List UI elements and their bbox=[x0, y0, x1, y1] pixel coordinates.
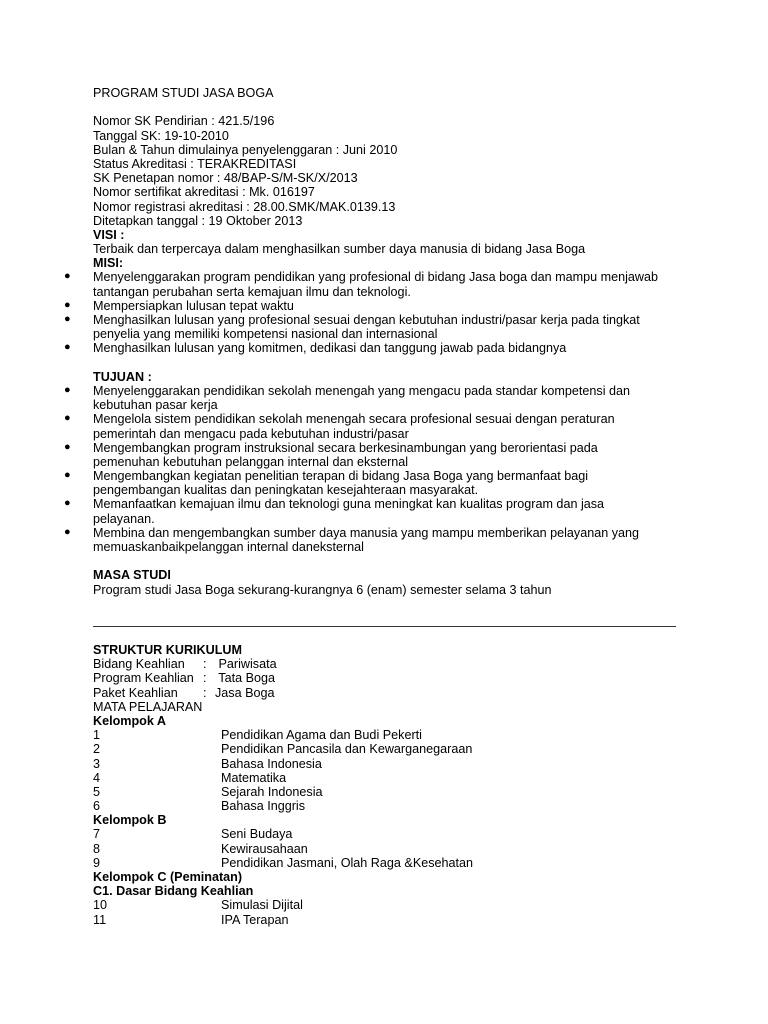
kelompok-c-heading: Kelompok C (Peminatan) bbox=[93, 870, 243, 884]
subject-row bbox=[93, 827, 693, 841]
bullet-icon: ● bbox=[64, 270, 71, 283]
list-item-text: Mempersiapkan lulusan tepat waktu bbox=[93, 298, 294, 313]
list-item-text: Membina dan mengembangkan sumber daya manusia yang mampu memberikan pelayanan yang bbox=[93, 525, 640, 540]
bullet-icon: ● bbox=[64, 525, 71, 538]
info-line: Nomor SK Pendirian : 421.5/196 bbox=[93, 114, 275, 129]
list-item-text: tantangan perubahan serta kemajuan ilmu dan teknologi. bbox=[93, 284, 411, 299]
subject-name: Matematika bbox=[221, 770, 287, 785]
field-value: Pariwisata bbox=[215, 657, 277, 672]
visi-heading: VISI : bbox=[93, 227, 125, 242]
field-separator: : bbox=[203, 657, 207, 672]
subject-name: IPA Terapan bbox=[221, 912, 289, 927]
subject-number: 4 bbox=[93, 770, 101, 785]
kelompok-a-heading: Kelompok A bbox=[93, 713, 167, 728]
misi-heading: MISI: bbox=[93, 256, 124, 271]
subject-name: Pendidikan Jasmani, Olah Raga &Kesehatan bbox=[221, 855, 474, 870]
list-item-text: kebutuhan pasar kerja bbox=[93, 398, 218, 413]
subject-number: 5 bbox=[93, 784, 101, 799]
list-item-text: Menghasilkan lulusan yang profesional sesuai dengan kebutuhan industri/pasar kerja pada tingkat bbox=[93, 313, 640, 327]
list-item bbox=[64, 497, 693, 526]
list-item-text: memuaskanbaikpelanggan internal daneksternal bbox=[93, 540, 364, 554]
subject-number: 1 bbox=[93, 728, 101, 743]
list-item-text: Menyelenggarakan program pendidikan yang profesional di bidang Jasa boga dan mampu menjawab bbox=[93, 270, 658, 285]
kurikulum-field bbox=[93, 671, 693, 685]
section-divider bbox=[93, 626, 676, 627]
kurikulum-heading: STRUKTUR KURIKULUM bbox=[93, 643, 243, 657]
masa-studi-text: Program studi Jasa Boga sekurang-kurangnya 6 (enam) semester selama 3 tahun bbox=[93, 582, 552, 597]
subject-number: 9 bbox=[93, 855, 101, 870]
info-line: Nomor registrasi akreditasi : 28.00.SMK/MAK.0139.13 bbox=[93, 199, 396, 214]
subject-row bbox=[93, 842, 693, 856]
subject-row bbox=[93, 785, 693, 799]
subject-row bbox=[93, 913, 693, 927]
bullet-icon: ● bbox=[64, 341, 71, 354]
field-label: Bidang Keahlian bbox=[93, 657, 185, 672]
field-separator: : bbox=[203, 685, 207, 700]
visi-text: Terbaik dan terpercaya dalam menghasilkan sumber daya manusia di bidang Jasa Boga bbox=[93, 242, 586, 257]
field-value: Jasa Boga bbox=[215, 685, 275, 700]
tujuan-list bbox=[64, 383, 693, 554]
document-title: PROGRAM STUDI JASA BOGA bbox=[93, 86, 274, 100]
subject-number: 8 bbox=[93, 841, 101, 856]
subject-name: Pendidikan Pancasila dan Kewarganegaraan bbox=[221, 742, 473, 757]
subject-number: 7 bbox=[93, 827, 101, 842]
masa-studi-heading: MASA STUDI bbox=[93, 568, 171, 583]
list-item-text: Menghasilkan lulusan yang komitmen, dedikasi dan tanggung jawab pada bidangnya bbox=[93, 341, 567, 356]
list-item bbox=[64, 383, 693, 413]
info-line: Ditetapkan tanggal : 19 Oktober 2013 bbox=[93, 213, 303, 228]
tujuan-heading: TUJUAN : bbox=[93, 369, 152, 384]
list-item-text: pemenuhan kebutuhan pelanggan internal dan eksternal bbox=[93, 454, 409, 469]
subject-name: Sejarah Indonesia bbox=[221, 784, 323, 799]
subject-row bbox=[93, 898, 693, 912]
list-item-text: Memanfaatkan kemajuan ilmu dan teknologi guna meningkat kan kualitas program dan jasa bbox=[93, 497, 605, 512]
field-separator: : bbox=[203, 671, 207, 686]
bullet-icon: ● bbox=[64, 412, 71, 425]
list-item bbox=[64, 469, 693, 498]
list-item bbox=[64, 440, 693, 469]
list-item-text: pemerintah dan mengacu pada kebutuhan industri/pasar bbox=[93, 426, 409, 441]
subject-name: Kewirausahaan bbox=[221, 841, 308, 856]
kurikulum-field bbox=[93, 657, 693, 671]
mata-pelajaran-label: MATA PELAJARAN bbox=[93, 699, 203, 714]
kurikulum-field bbox=[93, 686, 693, 700]
list-item bbox=[64, 270, 693, 299]
list-item-text: Mengembangkan program instruksional secara berkesinambungan yang berorientasi pada bbox=[93, 440, 598, 455]
kelompok-c-subheading: C1. Dasar Bidang Keahlian bbox=[93, 884, 254, 899]
info-line: Bulan & Tahun dimulainya penyelenggaran : Juni 2010 bbox=[93, 142, 398, 157]
subject-row bbox=[93, 728, 693, 742]
list-item bbox=[64, 313, 693, 342]
list-item bbox=[64, 341, 693, 356]
subject-name: Bahasa Inggris bbox=[221, 799, 306, 814]
subject-number: 3 bbox=[93, 756, 101, 771]
subject-number: 10 bbox=[93, 898, 108, 913]
bullet-icon: ● bbox=[64, 440, 71, 453]
list-item-text: penyelia yang memiliki kompetensi nasional dan internasional bbox=[93, 327, 438, 342]
list-item-text: Menyelenggarakan pendidikan sekolah menengah yang mengacu pada standar kompetensi dan bbox=[93, 383, 631, 398]
subject-name: Pendidikan Agama dan Budi Pekerti bbox=[221, 728, 422, 743]
subject-row bbox=[93, 799, 693, 813]
subject-row bbox=[93, 742, 693, 756]
field-label: Program Keahlian bbox=[93, 671, 194, 686]
subject-number: 6 bbox=[93, 799, 101, 814]
info-line: SK Penetapan nomor : 48/BAP-S/M-SK/X/2013 bbox=[93, 171, 358, 186]
field-label: Paket Keahlian bbox=[93, 685, 178, 700]
field-value: Tata Boga bbox=[215, 671, 275, 686]
list-item bbox=[64, 525, 693, 554]
subject-name: Simulasi Dijital bbox=[221, 898, 303, 913]
kurikulum-section bbox=[93, 643, 693, 927]
bullet-icon: ● bbox=[64, 313, 71, 325]
info-block bbox=[93, 114, 693, 228]
bullet-icon: ● bbox=[64, 298, 71, 311]
list-item-text: pengembangan kualitas dan peningkatan kesejahteraan masyarakat. bbox=[93, 483, 479, 498]
list-item-text: Mengelola sistem pendidikan sekolah menengah secara profesional sesuai dengan peraturan bbox=[93, 412, 615, 427]
subject-row bbox=[93, 856, 693, 870]
list-item-text: Mengembangkan kegiatan penelitian terapan di bidang Jasa Boga yang bermanfaat bagi bbox=[93, 469, 589, 484]
misi-list bbox=[64, 270, 693, 356]
subject-name: Bahasa Indonesia bbox=[221, 756, 322, 771]
bullet-icon: ● bbox=[64, 383, 71, 396]
info-line: Tanggal SK: 19-10-2010 bbox=[93, 128, 229, 143]
info-line: Status Akreditasi : TERAKREDITASI bbox=[93, 156, 297, 171]
list-item bbox=[64, 298, 693, 313]
subject-row bbox=[93, 771, 693, 785]
subject-number: 2 bbox=[93, 742, 101, 757]
subject-name: Seni Budaya bbox=[221, 827, 293, 842]
kelompok-b-heading: Kelompok B bbox=[93, 813, 167, 828]
list-item-text: pelayanan. bbox=[93, 511, 155, 526]
info-line: Nomor sertifikat akreditasi : Mk. 016197 bbox=[93, 185, 315, 200]
list-item bbox=[64, 412, 693, 441]
bullet-icon: ● bbox=[64, 469, 71, 482]
subject-row bbox=[93, 757, 693, 771]
bullet-icon: ● bbox=[64, 497, 71, 510]
subject-number: 11 bbox=[93, 912, 107, 927]
document-page bbox=[64, 86, 693, 597]
